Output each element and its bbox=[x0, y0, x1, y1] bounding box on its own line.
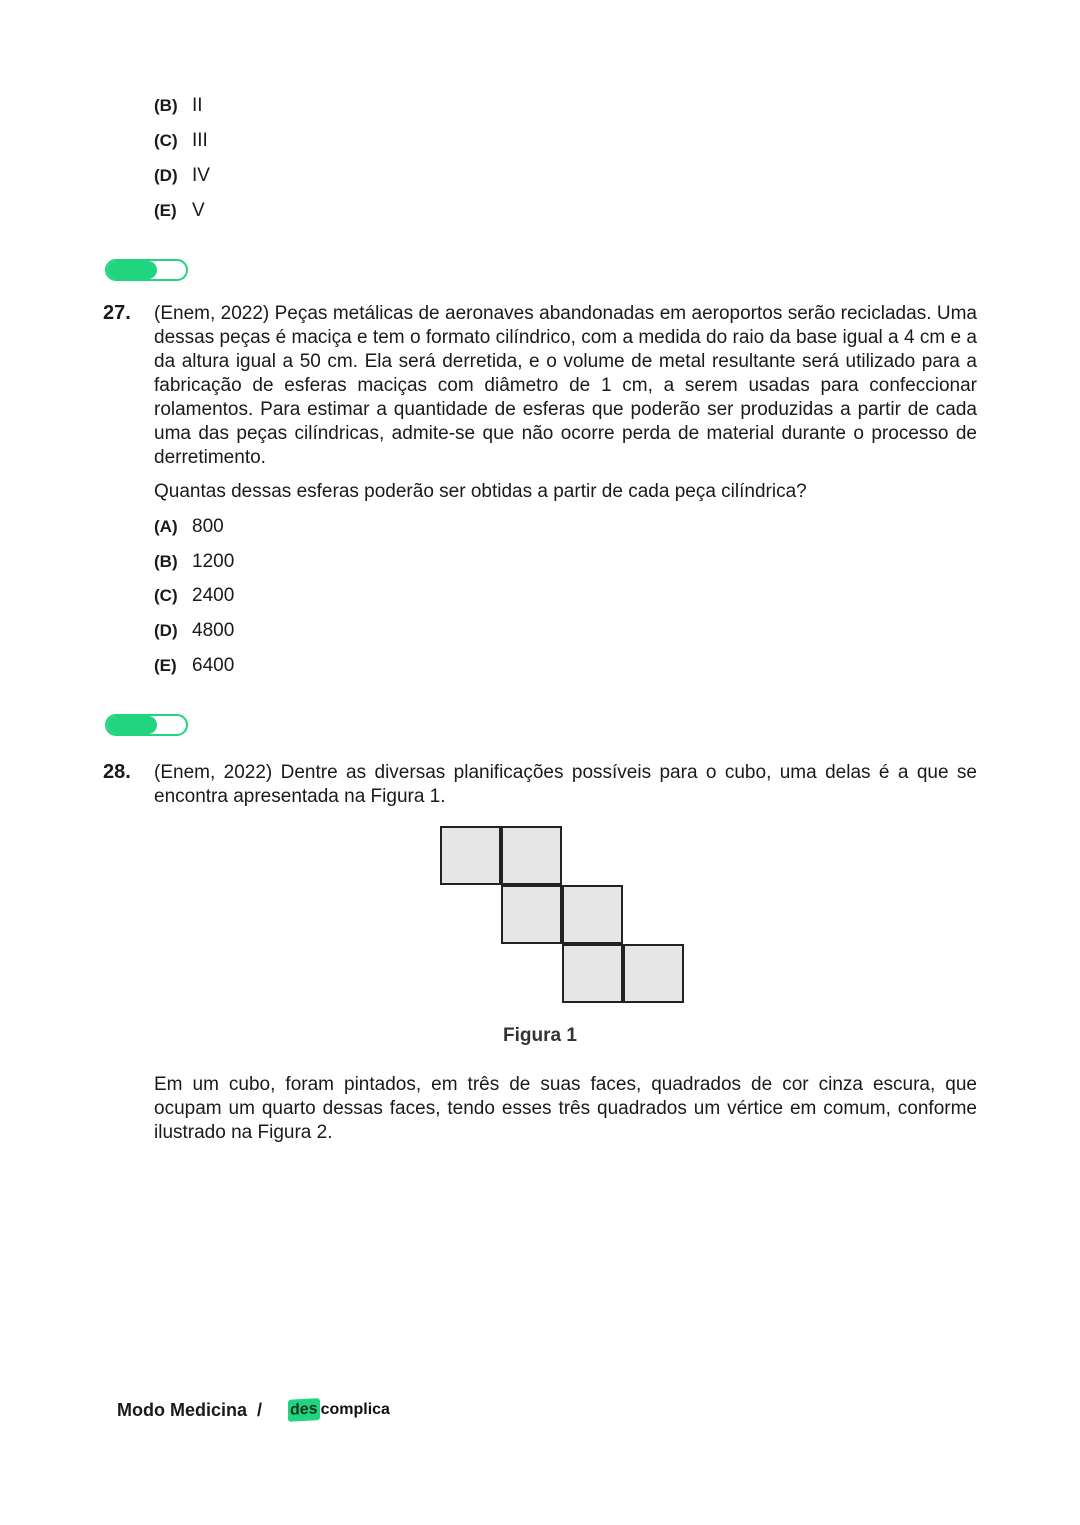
option-text: 1200 bbox=[192, 551, 235, 572]
option-letter: (E) bbox=[154, 201, 177, 220]
option-b bbox=[154, 94, 203, 118]
net-square bbox=[501, 885, 562, 944]
option-text: III bbox=[192, 130, 208, 151]
option-c bbox=[154, 129, 208, 153]
option-text: V bbox=[192, 200, 205, 221]
net-square bbox=[440, 826, 501, 885]
option-letter: (C) bbox=[154, 586, 178, 605]
option-text: 4800 bbox=[192, 620, 235, 641]
option-text: 6400 bbox=[192, 655, 235, 676]
net-square bbox=[562, 944, 623, 1003]
option-e bbox=[154, 199, 205, 223]
net-square bbox=[501, 826, 562, 885]
option-letter: (A) bbox=[154, 517, 178, 536]
option-b[interactable] bbox=[154, 550, 234, 574]
option-text: IV bbox=[192, 165, 210, 186]
figure-caption: Figura 1 bbox=[503, 1025, 577, 1046]
question-paragraph: Em um cubo, foram pintados, em três de suas faces, quadrados de cor cinza escura, que ocupam um quarto dessas faces, tendo esses três quadrados um vértice em comum, conforme ilustrado na Figura 2. bbox=[154, 1074, 977, 1143]
option-letter: (E) bbox=[154, 656, 177, 675]
question-number: 28. bbox=[103, 761, 131, 783]
option-a[interactable] bbox=[154, 515, 224, 539]
logo-des: des bbox=[288, 1398, 320, 1422]
question-marker-pill bbox=[105, 259, 188, 281]
question-prompt: Quantas dessas esferas poderão ser obtidas a partir de cada peça cilíndrica? bbox=[154, 481, 807, 502]
cube-net-figure bbox=[440, 826, 687, 1006]
pill-fill bbox=[107, 261, 157, 279]
footer-title: Modo Medicina bbox=[117, 1399, 247, 1420]
question-statement: (Enem, 2022) Dentre as diversas planificações possíveis para o cubo, uma delas é a que se encontra apresentada na Figura 1. bbox=[154, 762, 977, 807]
option-c[interactable] bbox=[154, 584, 234, 608]
option-text: 800 bbox=[192, 516, 224, 537]
footer-separator: / bbox=[257, 1399, 263, 1420]
question-number: 27. bbox=[103, 302, 131, 324]
option-d[interactable] bbox=[154, 619, 234, 643]
option-letter: (B) bbox=[154, 552, 178, 571]
option-d bbox=[154, 164, 210, 188]
option-text: 2400 bbox=[192, 585, 235, 606]
option-e[interactable] bbox=[154, 654, 234, 678]
net-square bbox=[562, 885, 623, 944]
descomplica-logo bbox=[288, 1399, 390, 1421]
option-letter: (B) bbox=[154, 96, 178, 115]
option-text: II bbox=[192, 95, 203, 116]
option-letter: (D) bbox=[154, 621, 178, 640]
net-square bbox=[623, 944, 684, 1003]
footer bbox=[117, 1399, 390, 1421]
pill-fill bbox=[107, 716, 157, 734]
option-letter: (D) bbox=[154, 166, 178, 185]
option-letter: (C) bbox=[154, 131, 178, 150]
question-statement: (Enem, 2022) Peças metálicas de aeronaves abandonadas em aeroportos serão recicladas. Uma dessas peças é maciça e tem o formato cilíndrico, com a medida do raio da base igual a 4 cm e a da altura igual a 50 cm. Ela será derretida, e o volume de metal resultante será utilizado para a fabricação de esferas maciças com diâmetro de 1 cm, a serem usadas para confeccionar rolamentos. Para estimar a quantidade de esferas que poderão ser produzidas a partir de cada uma das peças cilíndricas, admite-se que não ocorre perda de material durante o processo de derretimento. bbox=[154, 303, 977, 468]
question-marker-pill bbox=[105, 714, 188, 736]
logo-complica: complica bbox=[320, 1401, 390, 1418]
